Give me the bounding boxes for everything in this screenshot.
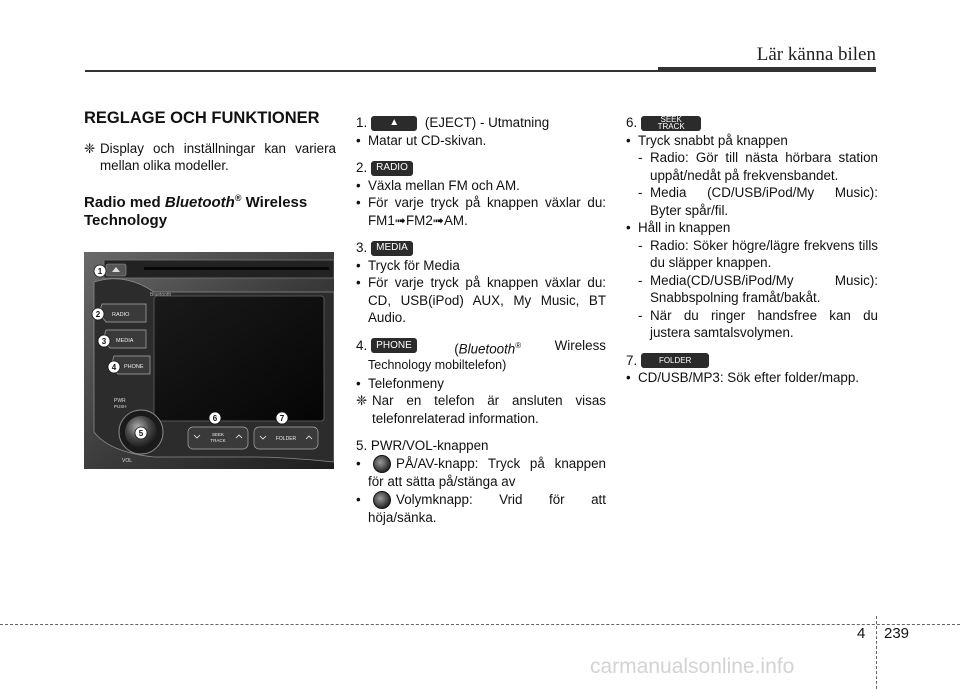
eject-button[interactable] [106,264,126,276]
watermark: carmanualsonline.info [590,655,795,678]
note-mark: ❈ [84,140,96,156]
folder-button[interactable] [254,427,318,449]
radio-button[interactable] [101,304,146,322]
subhead-radio-bluetooth [84,189,336,230]
item1-number: 1. [356,115,368,130]
subhead-prefix: Radio med [84,193,165,211]
pwr-label: PWR [114,398,126,404]
item4-open-paren: ( [454,340,459,356]
item2-bullet-2: För varje tryck på knappen växlar du: FM1➟FM2➟AM. [368,195,606,228]
media-button[interactable] [105,330,146,348]
header-rule-accent [658,67,876,72]
item4-line2: Technology mobiltelefon) [368,358,507,373]
callout-2: 2 [95,310,101,319]
item5-title: 5. PWR/VOL-knappen [356,438,489,454]
media-button-icon: MEDIA [371,241,413,256]
item6-sub-2: Media (CD/USB/iPod/My Music): Byter spår/fil. [650,185,878,218]
seek-track-button[interactable] [188,427,248,449]
item6-sub-5: När du ringer handsfree kan du justera samtalsvolymen. [650,307,878,340]
note-text: Display och inställningar kan variera mellan olika modeller. [100,140,336,173]
callout-4: 4 [111,363,117,372]
item6-number: 6. [626,115,638,130]
subhead-suffix: Wireless Technology [84,193,308,229]
item3-number: 3. [356,240,368,255]
push-label: PUSH [114,404,127,409]
item-radio: 2. RADIO • Växla mellan FM och AM. • För varje tryck på knappen växlar du: FM1➟FM2➟AM. [356,160,606,228]
item-eject: 1. ▲ (EJECT) - Utmatning • Matar ut CD-skivan. [356,114,606,149]
item6-sub-3: Radio: Söker högre/lägre frekvens tills du släpper knappen. [650,237,878,270]
pwr-knob-icon [373,455,391,473]
item1-bullet-1: Matar ut CD-skivan. [368,132,487,148]
item-folder: 7. FOLDER • CD/USB/MP3: Sök efter folder/mapp. [626,352,878,387]
item4-bullet-1: Telefonmeny [368,375,444,391]
radio-button-icon: RADIO [371,161,413,176]
subhead-reg: ® [234,192,242,203]
footer-vertical-rule [876,616,877,689]
phone-button-icon: PHONE [371,338,417,353]
item6-bullet-1: Tryck snabbt på knappen [638,132,788,148]
item5-bullet-1: PÅ/AV-knapp: Tryck på knappen för att sätta på/stänga av [368,455,606,490]
eject-button-icon: ▲ [371,116,417,131]
page-number: 239 [884,625,910,642]
vol-knob-icon [373,491,391,509]
item5-bullet-2: Volymknapp: Vrid för att höja/sänka. [368,491,606,526]
bluetooth-logo: Bluetooth [150,292,172,298]
column-middle [356,114,606,527]
head-unit-illustration [84,252,334,469]
item3-bullet-1: Tryck för Media [368,257,460,273]
item-phone: 4. PHONE (Bluetooth® Wireless Technology mobiltelefon) • Telefonmeny ❈ Nar en telefon är ansluten visas telefonrelaterad information. [356,337,606,426]
callout-3: 3 [101,337,107,346]
item4-reg: ® [515,340,522,350]
item7-number: 7. [626,352,638,368]
phone-label: PHONE [124,364,144,370]
item4-note-mark: ❈ [356,393,368,409]
chapter-number: 4 [857,625,866,642]
folder-button-icon: FOLDER [641,353,709,368]
item6-sub-1: Radio: Gör till nästa hörbara station uppåt/nedåt på frekvensbandet. [650,150,878,183]
callout-5: 5 [138,429,144,438]
media-label: MEDIA [116,338,134,344]
seek-track-button-icon [641,116,701,131]
item4-wireless: Wireless [554,337,606,353]
display-screen [154,296,324,421]
item3-bullet-2: För varje tryck på knappen växlar du: CD, USB(iPod) AUX, My Music, BT Audio. [368,275,606,325]
item2-bullet-1: Växla mellan FM och AM. [368,177,520,193]
item4-number: 4. [356,337,368,353]
item-media: 3. MEDIA • Tryck för Media • För varje tryck på knappen växlar du: CD, USB(iPod) AUX, My Music, BT Audio. [356,240,606,325]
radio-label: RADIO [112,312,130,318]
column-right [626,114,878,387]
subhead-bluetooth: Bluetooth [164,193,235,211]
column-left [84,110,336,230]
seek-label: SEEK [211,432,225,437]
track-btn-label: TRACK [657,122,685,132]
section-title: REGLAGE OCH FUNKTIONER [84,109,320,127]
item-pwr-vol: 5. PWR/VOL-knappen • PÅ/AV-knapp: Tryck på knappen för att sätta på/stänga av • Volymknapp: Vrid för att höja/sänka. [356,438,606,526]
folder-label: FOLDER [275,436,297,442]
item6-bullet-2: Håll in knappen [638,220,731,235]
footer-dashed-rule [0,624,960,625]
vol-label: VOL [122,458,133,464]
callout-7: 7 [279,414,285,423]
track-label: TRACK [210,438,226,443]
item4-bluetooth: Bluetooth [458,340,516,356]
seek-btn-label: SEEK [660,115,682,125]
item6-sub-4: Media(CD/USB/iPod/My Music): Snabbspolning framåt/bakåt. [650,272,878,305]
callout-6: 6 [212,414,218,423]
item2-number: 2. [356,160,368,175]
item7-bullet-1: CD/USB/MP3: Sök efter folder/mapp. [638,370,860,385]
item1-text: (EJECT) - Utmatning [424,115,550,130]
display-note [84,140,336,175]
header-title: Lär känna bilen [756,44,876,65]
head-unit-figure [84,252,334,469]
item4-note: Nar en telefon är ansluten visas telefonrelaterad information. [372,393,606,426]
item-seek-track: 6. SEEK TRACK • Tryck snabbt på knappen - Radio: Gör till nästa hörbara station uppåt/nedåt på frekvensbandet. - Media (CD/USB/iPod/My Music): Byter spår/fil. • Håll in knappen - Radio: Söker högre/lägre frekvens tills du släpper knappen. - Media(CD/USB/iPod/My Music): Snabbspolning framåt/bakåt. - När du ringer handsfree kan du justera samtalsvolymen. [626,115,878,340]
callout-1: 1 [97,267,103,276]
